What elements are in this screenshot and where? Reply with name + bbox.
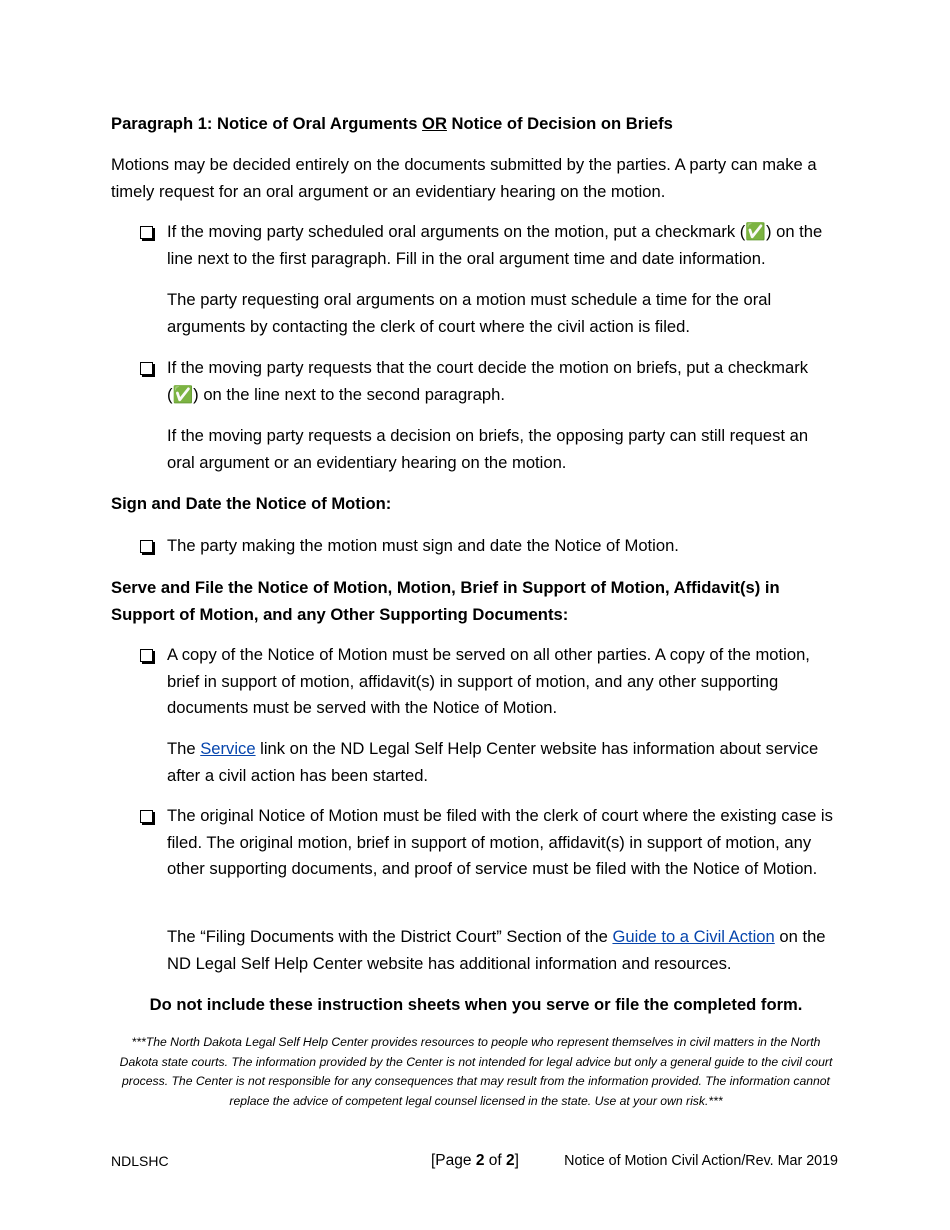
checkbox-icon	[140, 226, 153, 239]
heading-text: Paragraph 1: Notice of Oral Arguments	[111, 114, 423, 133]
checkbox-icon	[140, 810, 153, 823]
note-text: on the ND Legal Self Help Center website has additional information and resources.	[167, 927, 826, 973]
heading-text-end: Notice of Decision on Briefs	[446, 114, 673, 133]
guide-to-civil-action-link[interactable]: Guide to a Civil Action	[612, 927, 775, 946]
footer-right: Notice of Motion Civil Action/Rev. Mar 2019	[564, 1153, 838, 1169]
footer-left: NDLSHC	[111, 1153, 169, 1169]
service-link[interactable]: Service	[200, 739, 256, 758]
instruction-item-serve: A copy of the Notice of Motion must be served on all other parties. A copy of the motion, brief in support of motion, affidavit(s) in support of motion, and any other supporting documents must be served with the Notice of Motion.	[167, 645, 810, 717]
instruction-item-file: The original Notice of Motion must be filed with the clerk of court where the existing case is filed. The original motion, brief in support of motion, affidavit(s) in support of motion, any other supporting documents, and proof of service must be filed with the Notice of Motion.	[167, 806, 833, 878]
heading-or: OR	[422, 114, 447, 133]
checkbox-icon	[140, 649, 153, 662]
instruction-note-filing	[167, 924, 837, 977]
section-heading-paragraph-1	[111, 111, 841, 138]
instruction-item-oral-arguments: If the moving party scheduled oral arguments on the motion, put a checkmark (✅) on the line next to the first paragraph. Fill in the oral argument time and date information.	[167, 222, 823, 268]
instruction-item-sign: The party making the motion must sign and date the Notice of Motion.	[167, 536, 679, 555]
page-num: 2	[475, 1152, 485, 1169]
page-of: of	[484, 1152, 506, 1169]
section-heading-sign: Sign and Date the Notice of Motion:	[111, 494, 392, 513]
checkbox-icon	[140, 362, 153, 375]
note-text: The “Filing Documents with the District Court” Section of the	[167, 927, 613, 946]
footer-page-number	[431, 1152, 519, 1170]
page-total: 2	[505, 1152, 515, 1169]
page-close: ]	[514, 1152, 519, 1169]
intro-paragraph: Motions may be decided entirely on the documents submitted by the parties. A party can make a timely request for an oral argument or an evidentiary hearing on the motion.	[111, 155, 817, 201]
warning-text: Do not include these instruction sheets when you serve or file the completed form.	[149, 995, 803, 1014]
instruction-note-service	[167, 736, 837, 789]
instruction-note: The party requesting oral arguments on a motion must schedule a time for the oral arguments by contacting the clerk of court where the civil action is filed.	[167, 290, 772, 336]
page-open: [Page	[431, 1152, 476, 1169]
checkbox-icon	[140, 540, 153, 553]
disclaimer-text: ***The North Dakota Legal Self Help Center provides resources to people who represent themselves in civil matters in the North Dakota state courts. The information provided by the Center is not intended for legal advice but only a general guide to the civil court process. The Center is not responsible for any consequences that may result from the information provided. The information cannot replace the advice of competent legal counsel licensed in the state. Use at your own risk.***	[119, 1035, 833, 1108]
note-text: link on the ND Legal Self Help Center website has information about service after a civil action has been started.	[167, 739, 819, 785]
instruction-note: If the moving party requests a decision on briefs, the opposing party can still request an oral argument or an evidentiary hearing on the motion.	[167, 426, 809, 472]
section-heading-serve: Serve and File the Notice of Motion, Motion, Brief in Support of Motion, Affidavit(s) in Support of Motion, and any Other Supporting Documents:	[111, 578, 780, 624]
note-text: The	[167, 739, 201, 758]
instruction-item-briefs: If the moving party requests that the court decide the motion on briefs, put a checkmark (✅) on the line next to the second paragraph.	[167, 358, 809, 404]
